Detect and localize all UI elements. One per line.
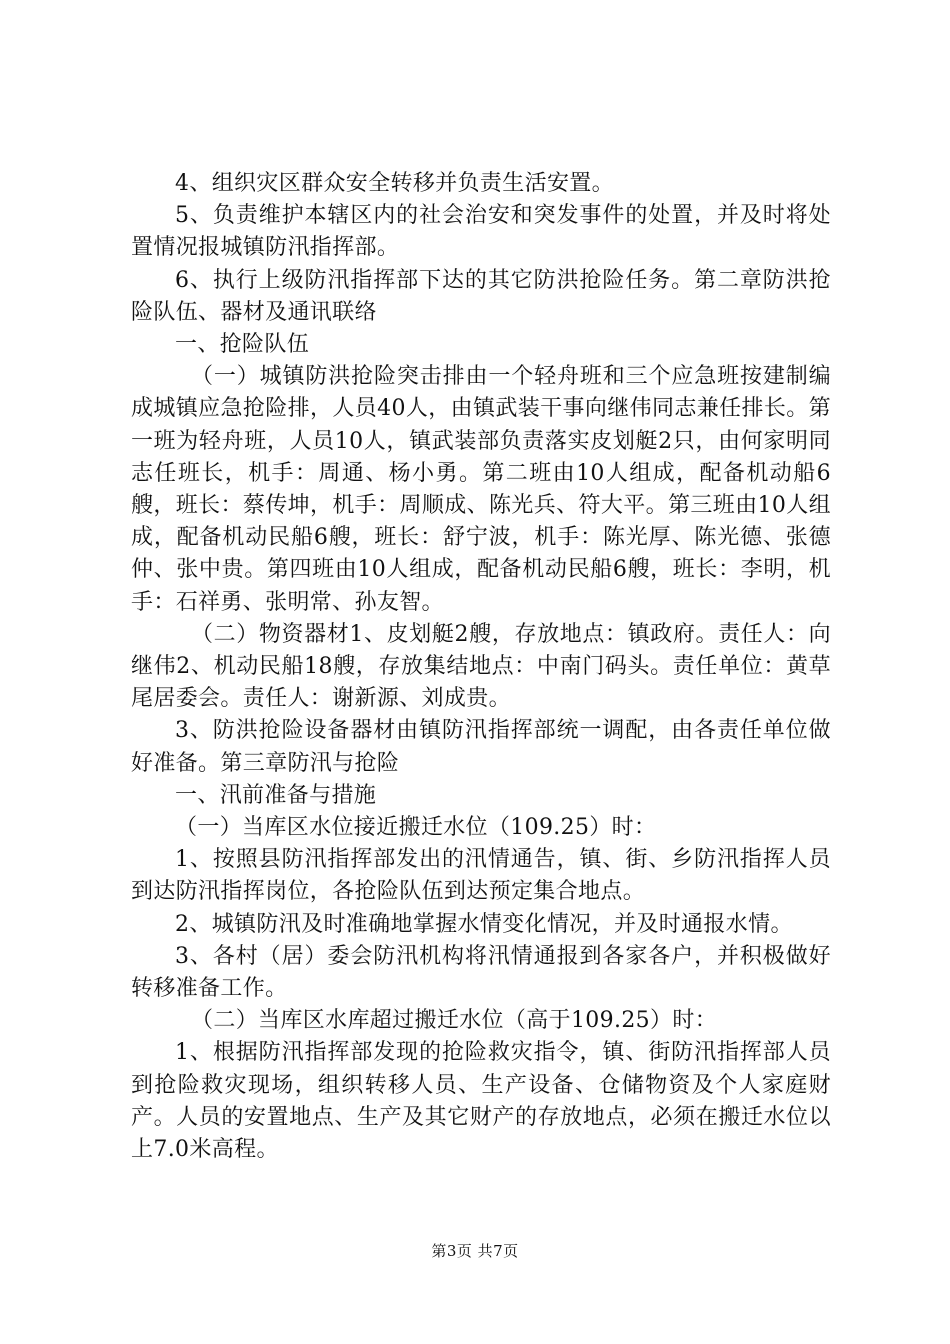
subsection-heading-over-level: （二）当库区水库超过搬迁水位（高于109.25）时： <box>191 1008 718 1034</box>
paragraph-rescue-platoon: （一）城镇防洪抢险突击排由一个轻舟班和三个应急班按建制编成城镇应急抢险排，人员40人，由镇武装干事向继伟同志兼任排长。第一班为轻舟班，人员10人，镇武装部负责落实皮划艇2只，由何家明同志任班长，机手：周通、杨小勇。第二班由10人组成，配备机动船6艘，班长：蔡传坤，机手：周顺成、陈光兵、符大平。第三班由10人组成，配备机动民船6艘，班长：舒宁波，机手：陈光厚、陈光德、张德仲、张中贵。第四班由10人组成，配备机动民船6艘，班长：李明，机手：石祥勇、张明常、孙友智。 <box>131 364 831 615</box>
paragraph-rescue-order: 1、根据防汛指挥部发现的抢险救灾指令，镇、街防汛指挥部人员到抢险救灾现场，组织转移人员、生产设备、仓储物资及个人家庭财产。人员的安置地点、生产及其它财产的存放地点，必须在搬迁水位以上7.0米高程。 <box>131 1040 831 1163</box>
paragraph-equipment-chapter-3: 3、防洪抢险设备器材由镇防汛指挥部统一调配，由各责任单位做好准备。第三章防汛与抢险 <box>131 718 831 776</box>
paragraph-notice: 1、按照县防汛指挥部发出的汛情通告，镇、街、乡防汛指挥人员到达防汛指挥岗位，各抢险队伍到达预定集合地点。 <box>131 847 831 905</box>
section-heading-preparation: 一、汛前准备与措施 <box>175 782 377 808</box>
paragraph-item-4: 4、组织灾区群众安全转移并负责生活安置。 <box>175 171 614 196</box>
page-footer: 第3页 共7页 <box>431 1242 519 1260</box>
subsection-heading-near-level: （一）当库区水位接近搬迁水位（109.25）时： <box>175 815 657 841</box>
paragraph-materials: （二）物资器材1、皮划艇2艘，存放地点：镇政府。责任人：向继伟2、机动民船18艘，存放集结地点：中南门码头。责任单位：黄草尾居委会。责任人：谢新源、刘成贵。 <box>131 621 831 712</box>
paragraph-water-info: 2、城镇防汛及时准确地掌握水情变化情况，并及时通报水情。 <box>175 911 793 937</box>
section-heading-rescue-team: 一、抢险队伍 <box>175 332 310 358</box>
paragraph-item-6-chapter-2: 6、执行上级防汛指挥部下达的其它防洪抢险任务。第二章防洪抢险队伍、器材及通讯联络 <box>131 267 831 325</box>
paragraph-item-5: 5、负责维护本辖区内的社会治安和突发事件的处置，并及时将处置情况报城镇防汛指挥部。 <box>131 203 831 261</box>
paragraph-village-committee: 3、各村（居）委会防汛机构将汛情通报到各家各户，并积极做好转移准备工作。 <box>131 943 831 1002</box>
document-body <box>131 168 831 1166</box>
